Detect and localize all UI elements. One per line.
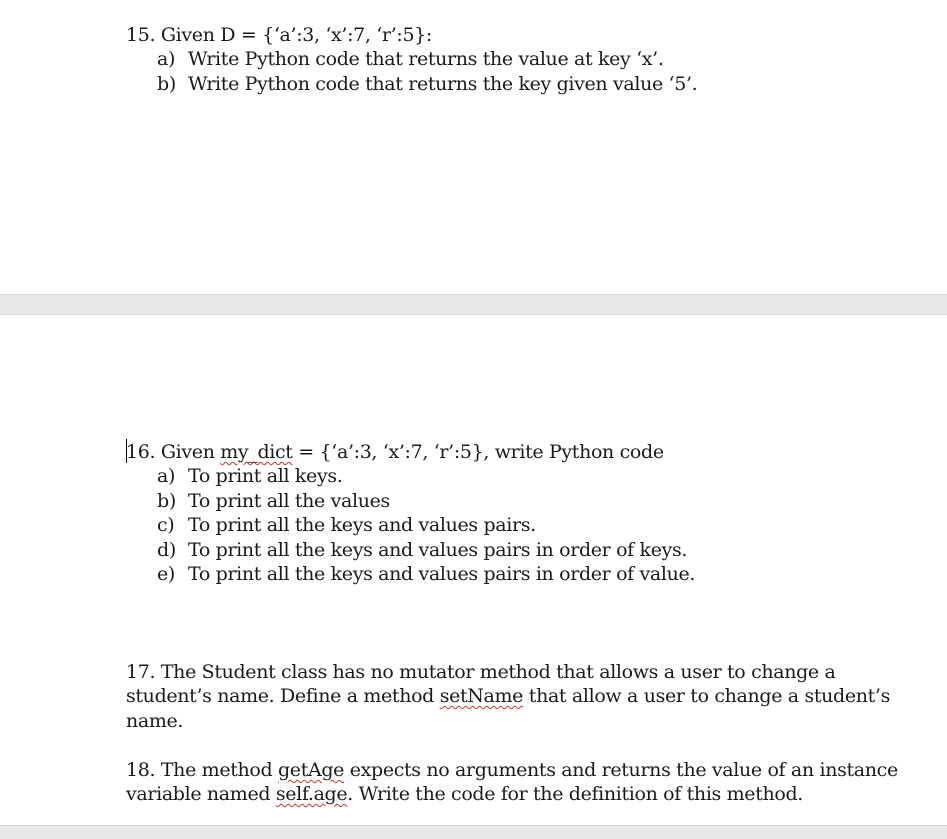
line-prefix: 18. The method — [126, 759, 278, 781]
stem-suffix: = {‘a’:3, ‘x’:7, ‘r’:5}, write Python code — [292, 441, 664, 463]
part-label: a) — [157, 48, 176, 70]
question-17-line-2 — [126, 684, 890, 708]
line-prefix: student’s name. Define a method — [126, 685, 440, 707]
part-label: b) — [157, 73, 176, 95]
part-label: a) — [157, 465, 176, 487]
part-text: Write Python code that returns the key given value ‘5’. — [188, 73, 698, 95]
part-label: b) — [157, 490, 176, 512]
question-18-line-1 — [126, 758, 898, 782]
part-label: c) — [157, 514, 175, 536]
spellcheck-flagged-word[interactable]: setName — [439, 685, 524, 707]
part-text: To print all the keys and values pairs in order of value. — [188, 563, 696, 585]
question-15-part-a — [157, 47, 664, 71]
spellcheck-flagged-word[interactable]: self.age — [275, 783, 348, 805]
part-text: To print all the keys and values pairs in order of keys. — [188, 539, 688, 561]
question-16-part-b — [157, 489, 390, 513]
page-break — [0, 294, 947, 315]
part-label: d) — [157, 539, 176, 561]
line-suffix: that allow a user to change a student’s — [523, 685, 891, 707]
part-text: To print all the keys and values pairs. — [188, 514, 536, 536]
question-16-stem[interactable] — [126, 440, 664, 464]
spellcheck-flagged-word[interactable]: getAge — [277, 759, 345, 781]
page-break-bottom — [0, 825, 947, 839]
question-16-part-d — [157, 538, 687, 562]
part-text: Write Python code that returns the value at key ‘x’. — [188, 48, 664, 70]
question-17-line-3: name. — [126, 710, 184, 732]
spellcheck-flagged-word[interactable]: my_dict — [220, 441, 293, 463]
question-15-part-b — [157, 72, 697, 96]
question-17-line-1: 17. The Student class has no mutator method that allows a user to change a — [126, 661, 836, 683]
part-text: To print all keys. — [188, 465, 343, 487]
line-suffix: . Write the code for the definition of this method. — [347, 783, 803, 805]
question-18-line-2 — [126, 782, 803, 806]
line-suffix: expects no arguments and returns the value of an instance — [344, 759, 898, 781]
question-16-part-c — [157, 513, 536, 537]
question-16-part-e — [157, 562, 695, 586]
part-text: To print all the values — [188, 490, 390, 512]
line-prefix: variable named — [126, 783, 276, 805]
question-15-stem: 15. Given D = {‘a’:3, ‘x’:7, ‘r’:5}: — [126, 24, 432, 46]
part-label: e) — [157, 563, 175, 585]
question-16-part-a — [157, 464, 342, 488]
stem-prefix: 16. Given — [126, 441, 221, 463]
